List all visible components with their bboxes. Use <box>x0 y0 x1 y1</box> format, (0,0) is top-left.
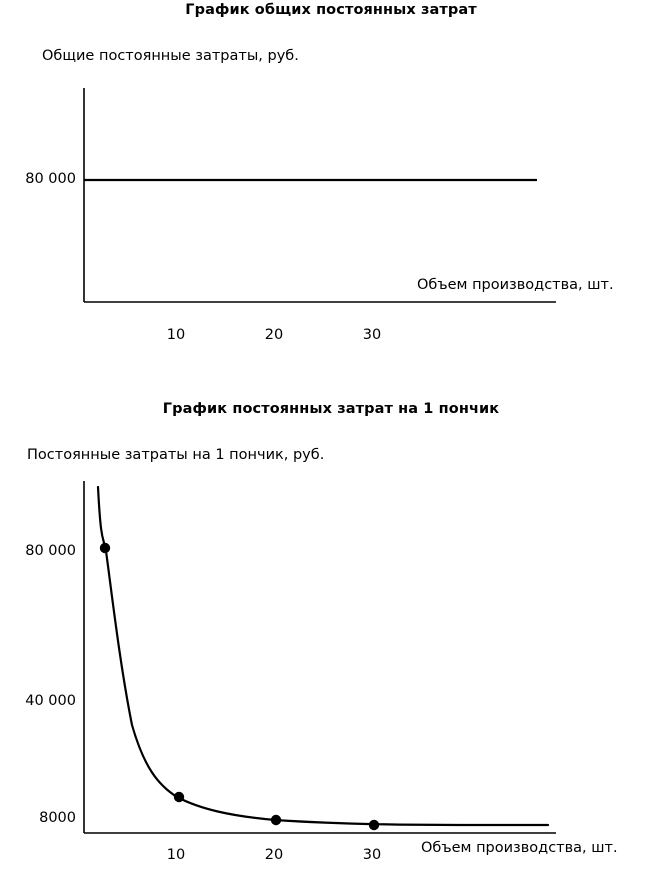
chart-2-plot-area <box>0 385 662 889</box>
chart-1-x-tick-10: 10 <box>166 327 186 343</box>
chart-2-x-tick-20: 20 <box>264 847 284 863</box>
chart-2-x-tick-30: 30 <box>362 847 382 863</box>
chart-2-title: График постоянных затрат на 1 пончик <box>162 401 500 417</box>
chart-2-data-point-1 <box>100 543 110 553</box>
chart-1-y-axis-label: Общие постоянные затраты, руб. <box>42 48 299 64</box>
chart-1-x-tick-20: 20 <box>264 327 284 343</box>
chart-fixed-cost-per-unit <box>0 385 662 889</box>
chart-1-title: График общих постоянных затрат <box>185 2 477 18</box>
chart-2-x-axis-label: Объем производства, шт. <box>421 840 618 856</box>
chart-2-y-axis-label: Постоянные затраты на 1 пончик, руб. <box>27 447 325 463</box>
chart-2-data-point-2 <box>174 792 184 802</box>
chart-2-y-tick-40000: 40 000 <box>25 693 76 709</box>
chart-2-data-point-4 <box>369 820 379 830</box>
chart-2-x-tick-10: 10 <box>166 847 186 863</box>
chart-1-plot-area <box>0 0 662 380</box>
chart-2-y-tick-8000: 8000 <box>39 810 76 826</box>
chart-1-x-tick-30: 30 <box>362 327 382 343</box>
chart-total-fixed-costs <box>0 0 662 380</box>
chart-1-x-axis-label: Объем производства, шт. <box>417 277 614 293</box>
chart-2-data-point-3 <box>271 815 281 825</box>
chart-2-series-curve <box>98 487 548 825</box>
chart-2-y-tick-80000: 80 000 <box>25 543 76 559</box>
chart-1-y-tick-80000: 80 000 <box>25 171 76 187</box>
